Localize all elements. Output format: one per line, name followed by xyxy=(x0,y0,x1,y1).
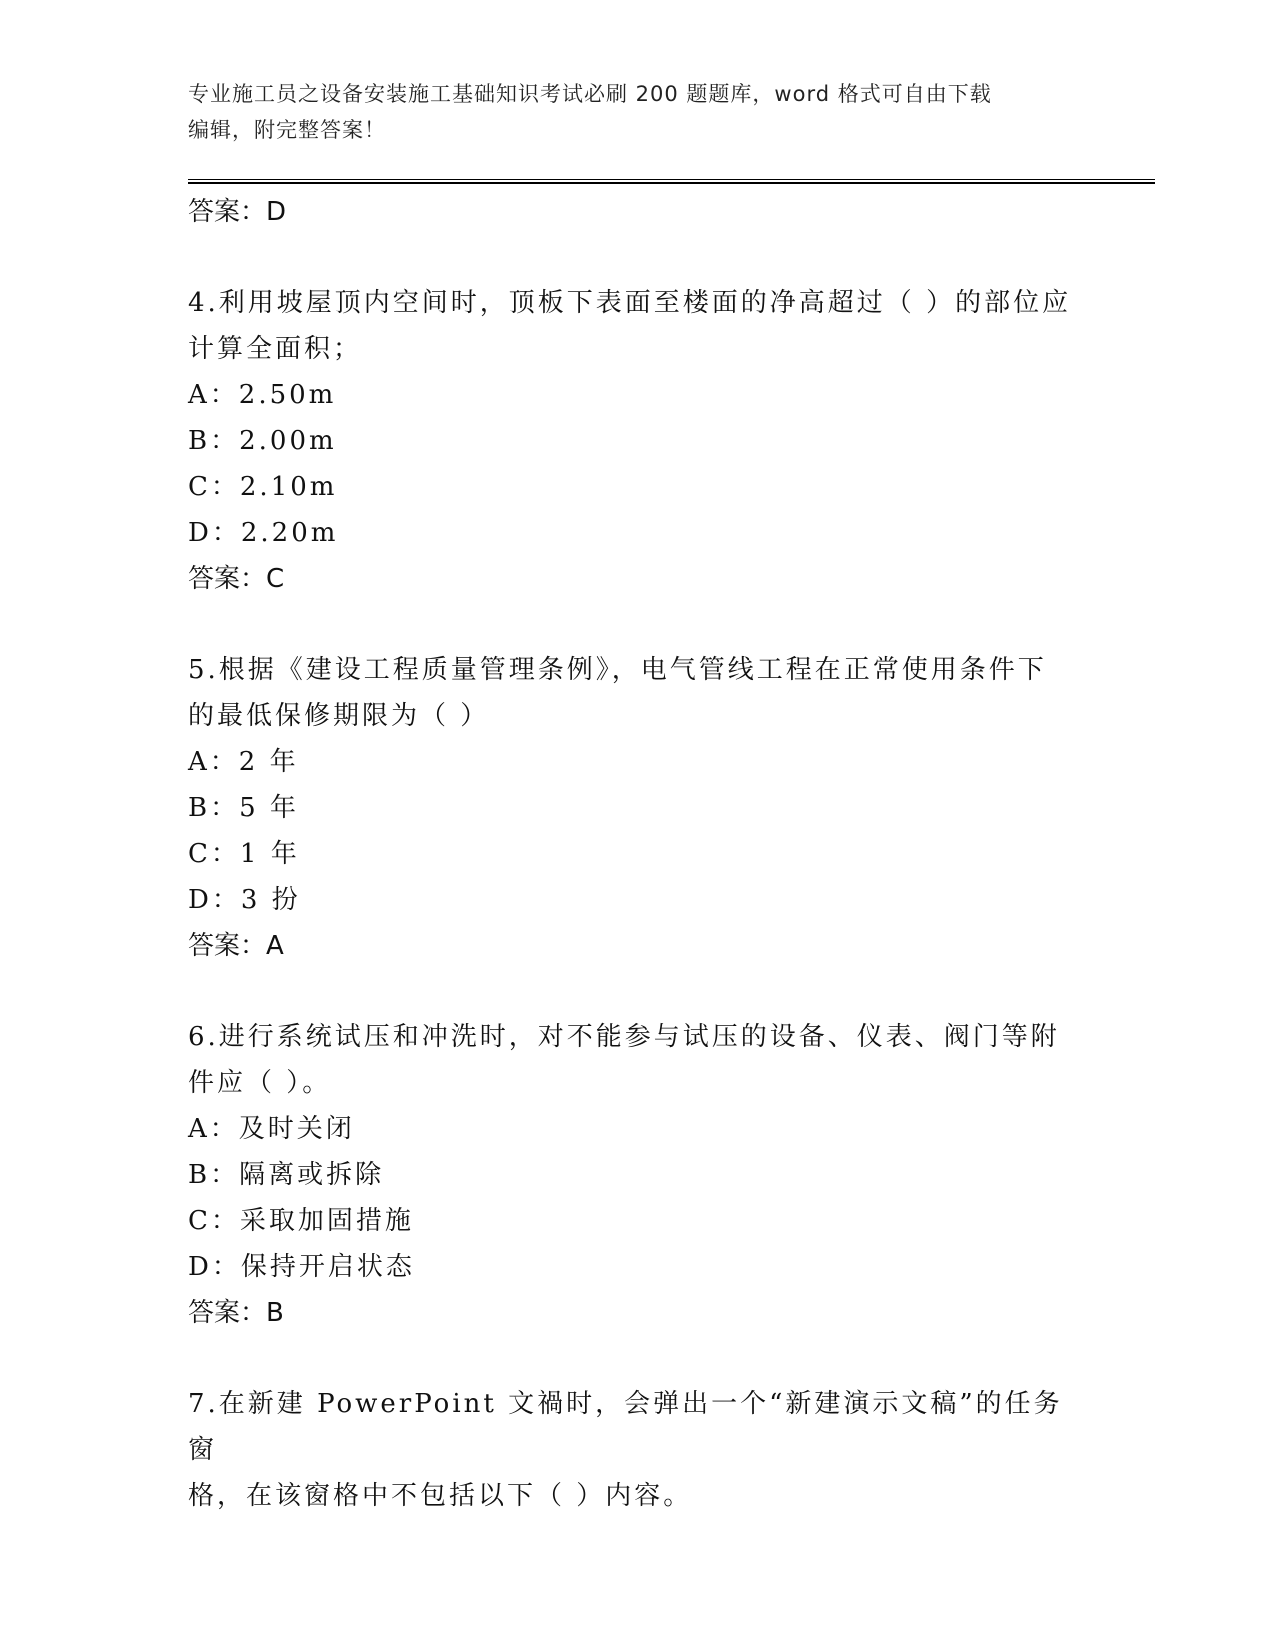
header-divider xyxy=(188,179,1155,184)
option-d: D：2.20m xyxy=(188,518,339,548)
answer-line: 答案：C xyxy=(188,564,285,594)
question-list xyxy=(188,189,1088,1519)
question-text-continued: 的最低保修期限为（ ） xyxy=(188,701,490,731)
question-text: 7.在新建 PowerPoint 文禍时，会弹出一个“新建演示文稿”的任务窗 xyxy=(188,1389,1063,1465)
question-6 xyxy=(188,1014,1088,1336)
question-text: 4.利用坡屋顶内空间时，顶板下表面至楼面的净高超过（ ）的部位应 xyxy=(188,288,1072,318)
option-a: A：及时关闭 xyxy=(188,1114,355,1144)
option-d: D：3 扮 xyxy=(188,885,301,915)
option-d: D：保持开启状态 xyxy=(188,1252,415,1282)
option-c: C：采取加固措施 xyxy=(188,1206,414,1236)
answer-line: 答案：B xyxy=(188,1298,284,1328)
option-b: B：5 年 xyxy=(188,793,299,823)
question-text: 5.根据《建设工程质量管理条例》，电气管线工程在正常使用条件下 xyxy=(188,655,1047,685)
option-b: B：2.00m xyxy=(188,426,337,456)
option-a: A：2.50m xyxy=(188,380,337,410)
option-a: A：2 年 xyxy=(188,747,299,777)
header-title-line-2: 编辑，附完整答案！ xyxy=(188,118,386,142)
page-header xyxy=(188,76,1068,148)
question-7 xyxy=(188,1381,1088,1519)
question-5 xyxy=(188,647,1088,969)
header-title-line-1: 专业施工员之设备安装施工基础知识考试必刷 200 题题库，word 格式可自由下载 xyxy=(188,82,992,106)
option-b: B：隔离或拆除 xyxy=(188,1160,385,1190)
answer-line: 答案：D xyxy=(188,197,287,227)
question-4 xyxy=(188,280,1088,602)
question-text: 6.进行系统试压和冲洗时，对不能参与试压的设备、仪表、阀门等附 xyxy=(188,1022,1060,1052)
question-text-continued: 件应（ ）。 xyxy=(188,1068,332,1098)
answer-line: 答案：A xyxy=(188,931,284,961)
question-text-continued: 格，在该窗格中不包括以下（ ）内容。 xyxy=(188,1481,693,1511)
option-c: C：2.10m xyxy=(188,472,338,502)
question-text-continued: 计算全面积； xyxy=(188,334,363,364)
option-c: C：1 年 xyxy=(188,839,300,869)
